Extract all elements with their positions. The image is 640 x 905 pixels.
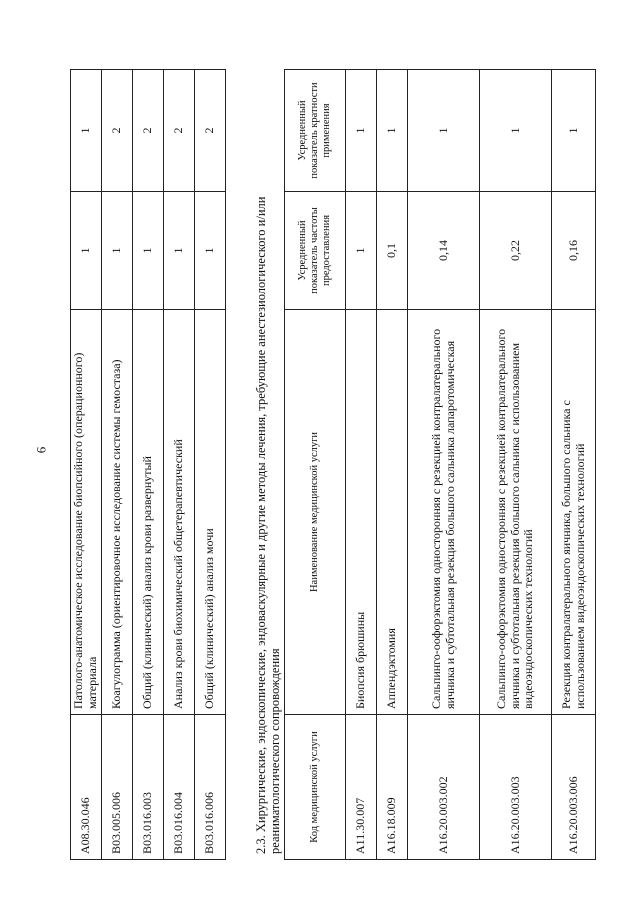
table-row: [71, 70, 102, 860]
cell-mult: 1: [480, 70, 552, 192]
cell-name: Биопсия брюшины: [346, 310, 377, 715]
cell-name: Анализ крови биохимический общетерапевтический: [164, 310, 195, 715]
table-row: [346, 70, 377, 860]
cell-mult: 2: [195, 70, 226, 192]
cell-code: A11.30.007: [346, 715, 377, 860]
cell-name: Общий (клинический) анализ крови развернутый: [133, 310, 164, 715]
header-freq: Усредненный показатель частоты предоставления: [285, 192, 346, 310]
cell-freq: 1: [164, 192, 195, 310]
cell-name: Сальпинго-оофорэктомия односторонняя с резекцией контралатерального яичника и субтотальная резекция большого сальника лапаротомическая: [408, 310, 480, 715]
cell-freq: 1: [133, 192, 164, 310]
table-row: [480, 70, 552, 860]
table-row: [133, 70, 164, 860]
table-top: [70, 69, 226, 860]
header-mult: Усредненный показатель кратности применения: [285, 70, 346, 192]
cell-mult: 1: [377, 70, 408, 192]
cell-freq: 0,16: [552, 192, 596, 310]
cell-mult: 2: [164, 70, 195, 192]
cell-code: B03.016.003: [133, 715, 164, 860]
cell-name: Сальпинго-оофорэктомия односторонняя с резекцией контралатерального яичника и субтотальная резекция большого сальника с использованием видеоэндоскопических технологий: [480, 310, 552, 715]
cell-freq: 0,22: [480, 192, 552, 310]
cell-freq: 1: [71, 192, 102, 310]
table-bottom: [284, 69, 596, 860]
cell-name: Общий (клинический) анализ мочи: [195, 310, 226, 715]
table-row: [377, 70, 408, 860]
cell-mult: 1: [408, 70, 480, 192]
table-row: [164, 70, 195, 860]
cell-freq: 1: [102, 192, 133, 310]
cell-name: Резекция контралатерального яичника, большого сальника с использованием видеоэндоскопических технологий: [552, 310, 596, 715]
cell-code: B03.005.006: [102, 715, 133, 860]
table-bottom-body: [346, 70, 596, 860]
cell-mult: 2: [102, 70, 133, 192]
cell-mult: 1: [346, 70, 377, 192]
cell-code: A16.20.003.006: [552, 715, 596, 860]
table-top-body: [71, 70, 226, 860]
table-row: [195, 70, 226, 860]
cell-name: Аппендэктомия: [377, 310, 408, 715]
cell-code: B03.016.006: [195, 715, 226, 860]
table-row: [408, 70, 480, 860]
table-header-row: [285, 70, 346, 860]
cell-code: A16.18.009: [377, 715, 408, 860]
rotated-page-content: [70, 70, 590, 860]
cell-mult: 2: [133, 70, 164, 192]
cell-freq: 1: [195, 192, 226, 310]
header-name: Наименование медицинской услуги: [285, 310, 346, 715]
page-number: 6: [33, 446, 49, 454]
cell-freq: 1: [346, 192, 377, 310]
table-row: [552, 70, 596, 860]
cell-code: A08.30.046: [71, 715, 102, 860]
cell-freq: 0,14: [408, 192, 480, 310]
section-title: 2.3. Хирургические, эндоскопические, эндоваскулярные и другие методы лечения, требующие анестезиологического и/или реаниматологического сопровождения: [254, 196, 283, 854]
cell-mult: 1: [552, 70, 596, 192]
cell-freq: 0,1: [377, 192, 408, 310]
cell-code: A16.20.003.003: [480, 715, 552, 860]
cell-name: Коагулограмма (ориентировочное исследование системы гемостаза): [102, 310, 133, 715]
cell-mult: 1: [71, 70, 102, 192]
table-row: [102, 70, 133, 860]
cell-name: Патолого-анатомическое исследование биопсийного (операционного) материала: [71, 310, 102, 715]
cell-code: A16.20.003.002: [408, 715, 480, 860]
cell-code: B03.016.004: [164, 715, 195, 860]
header-code: Код медицинской услуги: [285, 715, 346, 860]
